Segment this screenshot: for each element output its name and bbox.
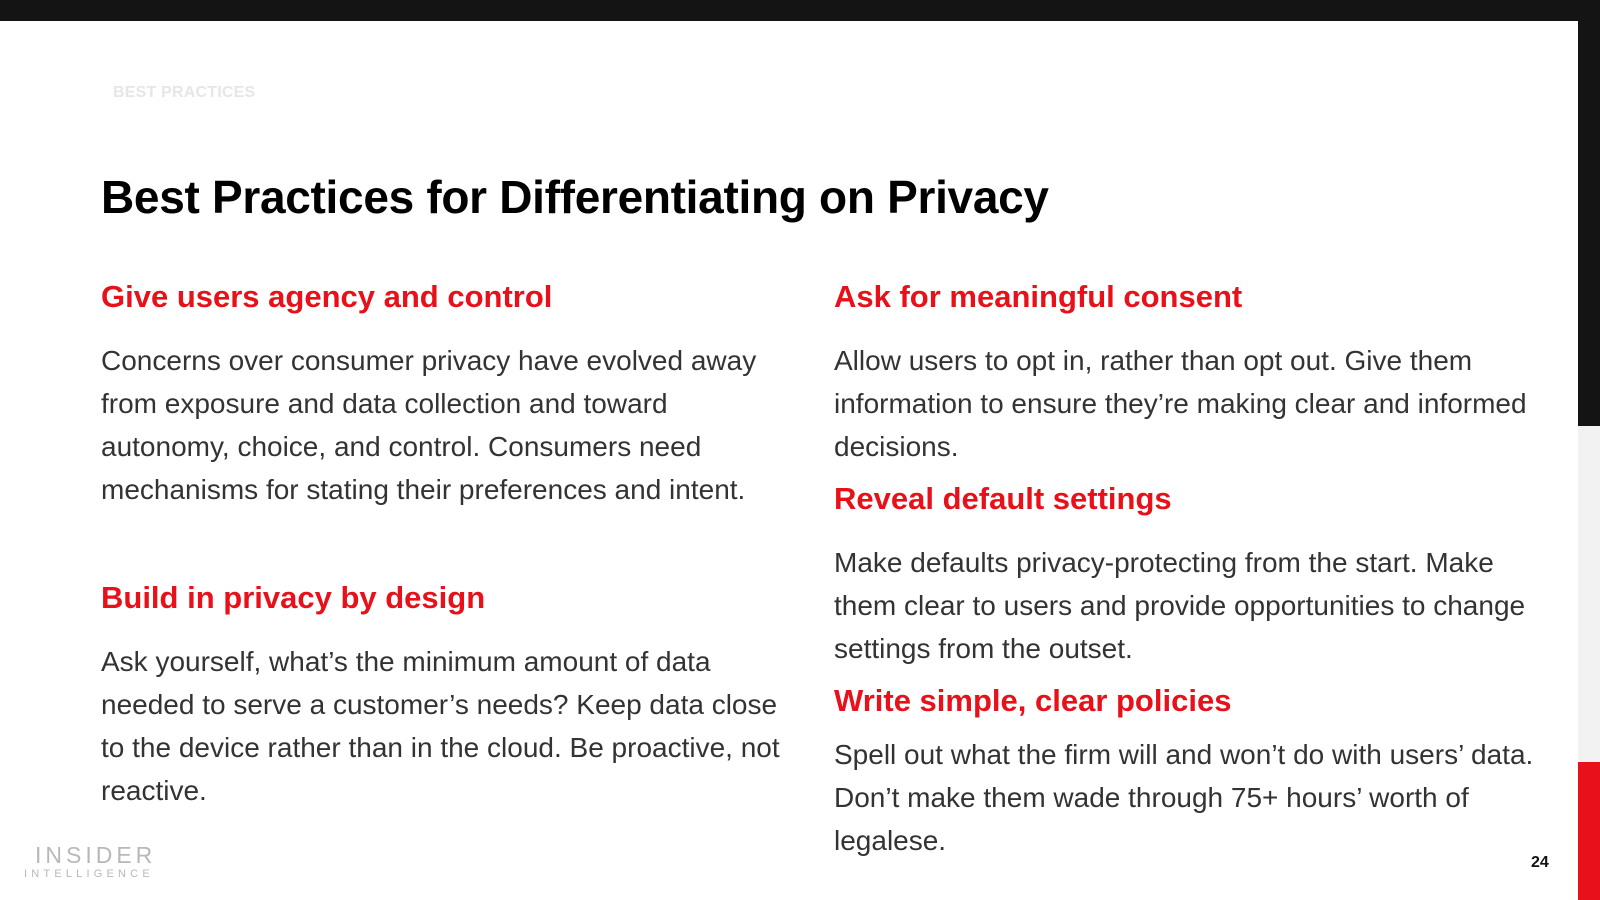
top-bar	[0, 0, 1600, 21]
logo-line-1: INSIDER	[35, 842, 157, 868]
practice-heading-agency: Give users agency and control	[101, 279, 553, 314]
practice-body-consent: Allow users to opt in, rather than opt out. Give them information to ensure they’re making clear and informed decisions.	[834, 345, 1527, 462]
practice-body-default-settings: Make defaults privacy-protecting from the start. Make them clear to users and provide opportunities to change settings from the outset.	[834, 547, 1526, 664]
practice-heading-consent: Ask for meaningful consent	[834, 279, 1243, 314]
page-title: Best Practices for Differentiating on Privacy	[101, 171, 1049, 223]
right-rail-red-segment	[1578, 762, 1600, 900]
page-number: 24	[1531, 854, 1549, 871]
practice-body-simple-policies: Spell out what the firm will and won’t do with users’ data. Don’t make them wade through 75+ hours’ worth of legalese.	[834, 739, 1534, 856]
insider-intelligence-logo	[24, 843, 156, 881]
practice-heading-privacy-by-design: Build in privacy by design	[101, 580, 486, 615]
right-rail-light-segment	[1578, 426, 1600, 762]
practice-heading-simple-policies: Write simple, clear policies	[834, 683, 1232, 718]
section-label: BEST PRACTICES	[113, 84, 256, 101]
practice-body-agency: Concerns over consumer privacy have evolved away from exposure and data collection and toward autonomy, choice, and control. Consumers need mechanisms for stating their preferences and intent.	[101, 345, 757, 505]
logo-line-2: INTELLIGENCE	[24, 868, 154, 880]
practice-heading-default-settings: Reveal default settings	[834, 481, 1172, 516]
practice-body-privacy-by-design: Ask yourself, what’s the minimum amount of data needed to serve a customer’s needs? Keep data close to the device rather than in the cloud. Be proactive, not reactive.	[101, 646, 780, 806]
right-rail-dark-segment	[1578, 0, 1600, 426]
